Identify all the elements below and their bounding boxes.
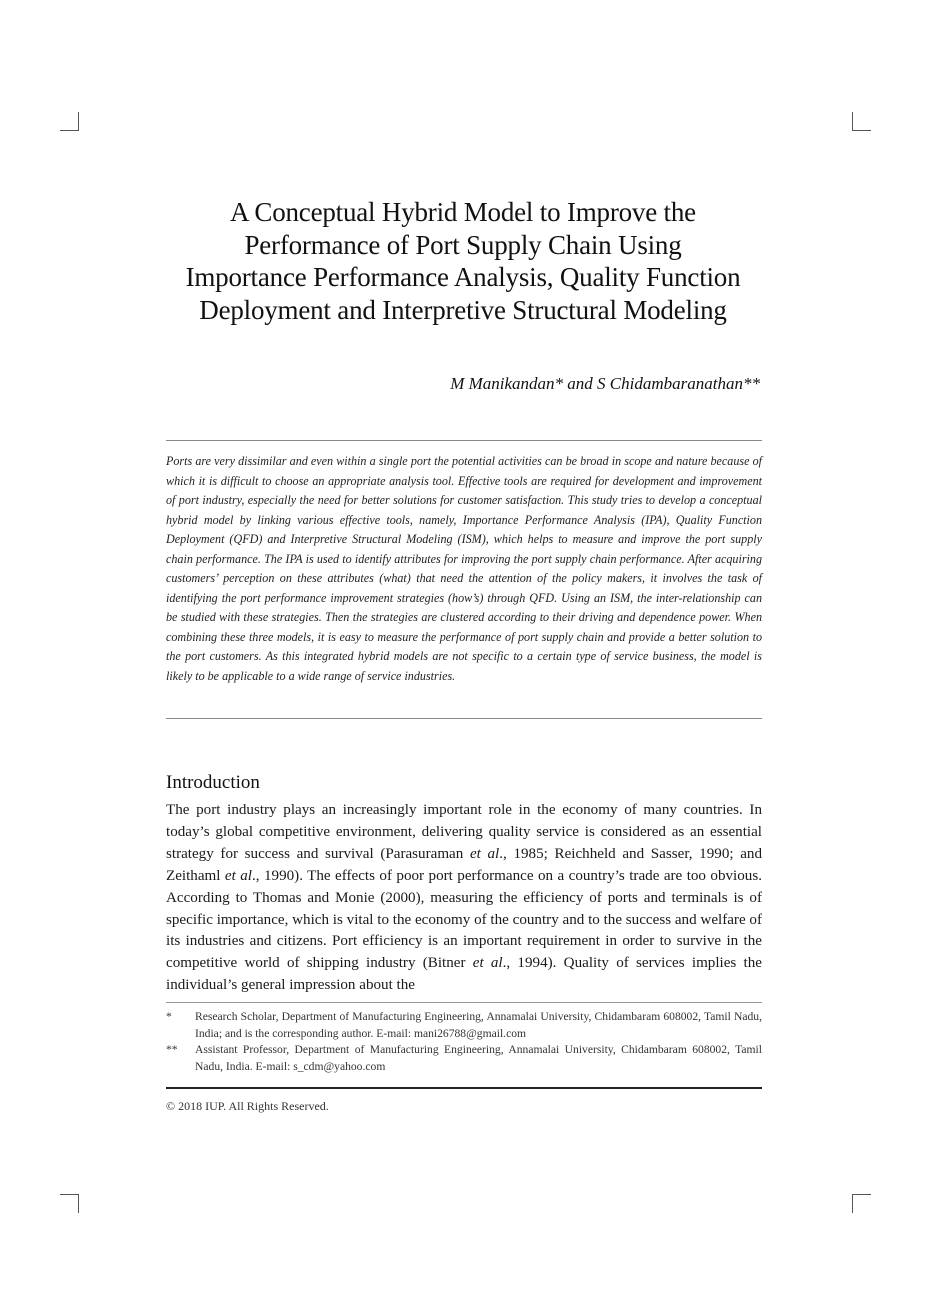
authors: M Manikandan* and S Chidambaranathan**: [450, 374, 760, 393]
crop-mark-bottom-left: [60, 1194, 79, 1213]
text-run: ., 1985; Reichheld and Sasser, 1990; and Zeithaml: [166, 845, 763, 884]
abstract: Ports are very dissimilar and even within a single port the potential activities can be broad in scope and nature because of which it is difficult to choose an appropriate analysis tool. Effective tools are required for development and improvement of port industry, especially the need for better solutions for customer satisfaction. This study tries to develop a conceptual hybrid model by linking various effective tools, namely, Importance Performance Analysis (IPA), Quality Function Deployment (QFD) and Interpretive Structural Modeling (ISM), which helps to measure and improve the port supply chain performance. The IPA is used to identify attributes for improving the port supply chain performance. After acquiring customers’ perception on these attributes (what) that need the attention of the policy makers, it involves the task of identifying the port performance improvement strategies (how’s) through QFD. Using an ISM, the inter-relationship can be studied with these strategies. Then the strategies are clustered according to their driving and dependence power. When combining these three models, it is easy to measure the performance of port supply chain and provide a better solution to the port customers. As this integrated hybrid models are not specific to a certain type of service business, the model is likely to be applicable to a wide range of service industries.: [166, 454, 762, 683]
paper-title: [150, 196, 776, 326]
copyright: © 2018 IUP. All Rights Reserved.: [166, 1099, 329, 1113]
text-run: ., 1994). Quality of services implies the individual’s general impression about the: [166, 955, 762, 994]
title-line: A Conceptual Hybrid Model to Improve the: [230, 197, 696, 227]
text-run-italic: et al: [472, 955, 503, 972]
text-run: ., 1990). The effects of poor port performance on a country’s trade are too obvious. According to Thomas and Monie (2000), measuring the efficiency of ports and terminals is of specific importance, which is vital to the economy of the country and to the success and welfare of its industries and citizens. Port efficiency is an important requirement in order to survive in the competitive world of shipping industry (Bitner: [166, 867, 763, 972]
footnote-2: [166, 1042, 762, 1075]
footnote-mark: *: [166, 1010, 172, 1023]
footnote-text: Research Scholar, Department of Manufacturing Engineering, Annamalai University, Chidambaram 608002, Tamil Nadu, India; and is the corresponding author. E-mail: mani26788@gmail.com: [195, 1010, 762, 1040]
footnote-mark: **: [166, 1043, 178, 1056]
introduction-paragraph: [166, 800, 762, 997]
title-line: Deployment and Interpretive Structural Modeling: [199, 294, 727, 325]
crop-mark-top-right: [852, 112, 871, 131]
text-run: The port industry plays an increasingly important role in the economy of many countries. In today’s global competitive environment, delivering quality service is considered as an essential strategy for success and survival (Parasuraman: [166, 802, 762, 862]
footnote-rule: [166, 1002, 762, 1003]
text-run-italic: et al: [469, 845, 500, 862]
abstract-top-rule: [166, 440, 762, 441]
title-line: Performance of Port Supply Chain Using: [244, 229, 682, 260]
title-line: Importance Performance Analysis, Quality Function: [185, 262, 741, 292]
abstract-bottom-rule: [166, 718, 762, 719]
footnote-text: Assistant Professor, Department of Manufacturing Engineering, Annamalai University, Chidambaram 608002, Tamil Nadu, India. E-mail: s_cdm@yahoo.com: [195, 1043, 762, 1073]
crop-mark-bottom-right: [852, 1194, 871, 1213]
footnote-1: [166, 1009, 762, 1042]
copyright-rule: [166, 1087, 762, 1089]
text-run-italic: et al: [224, 867, 252, 884]
section-heading-introduction: Introduction: [166, 772, 260, 793]
crop-mark-top-left: [60, 112, 79, 131]
